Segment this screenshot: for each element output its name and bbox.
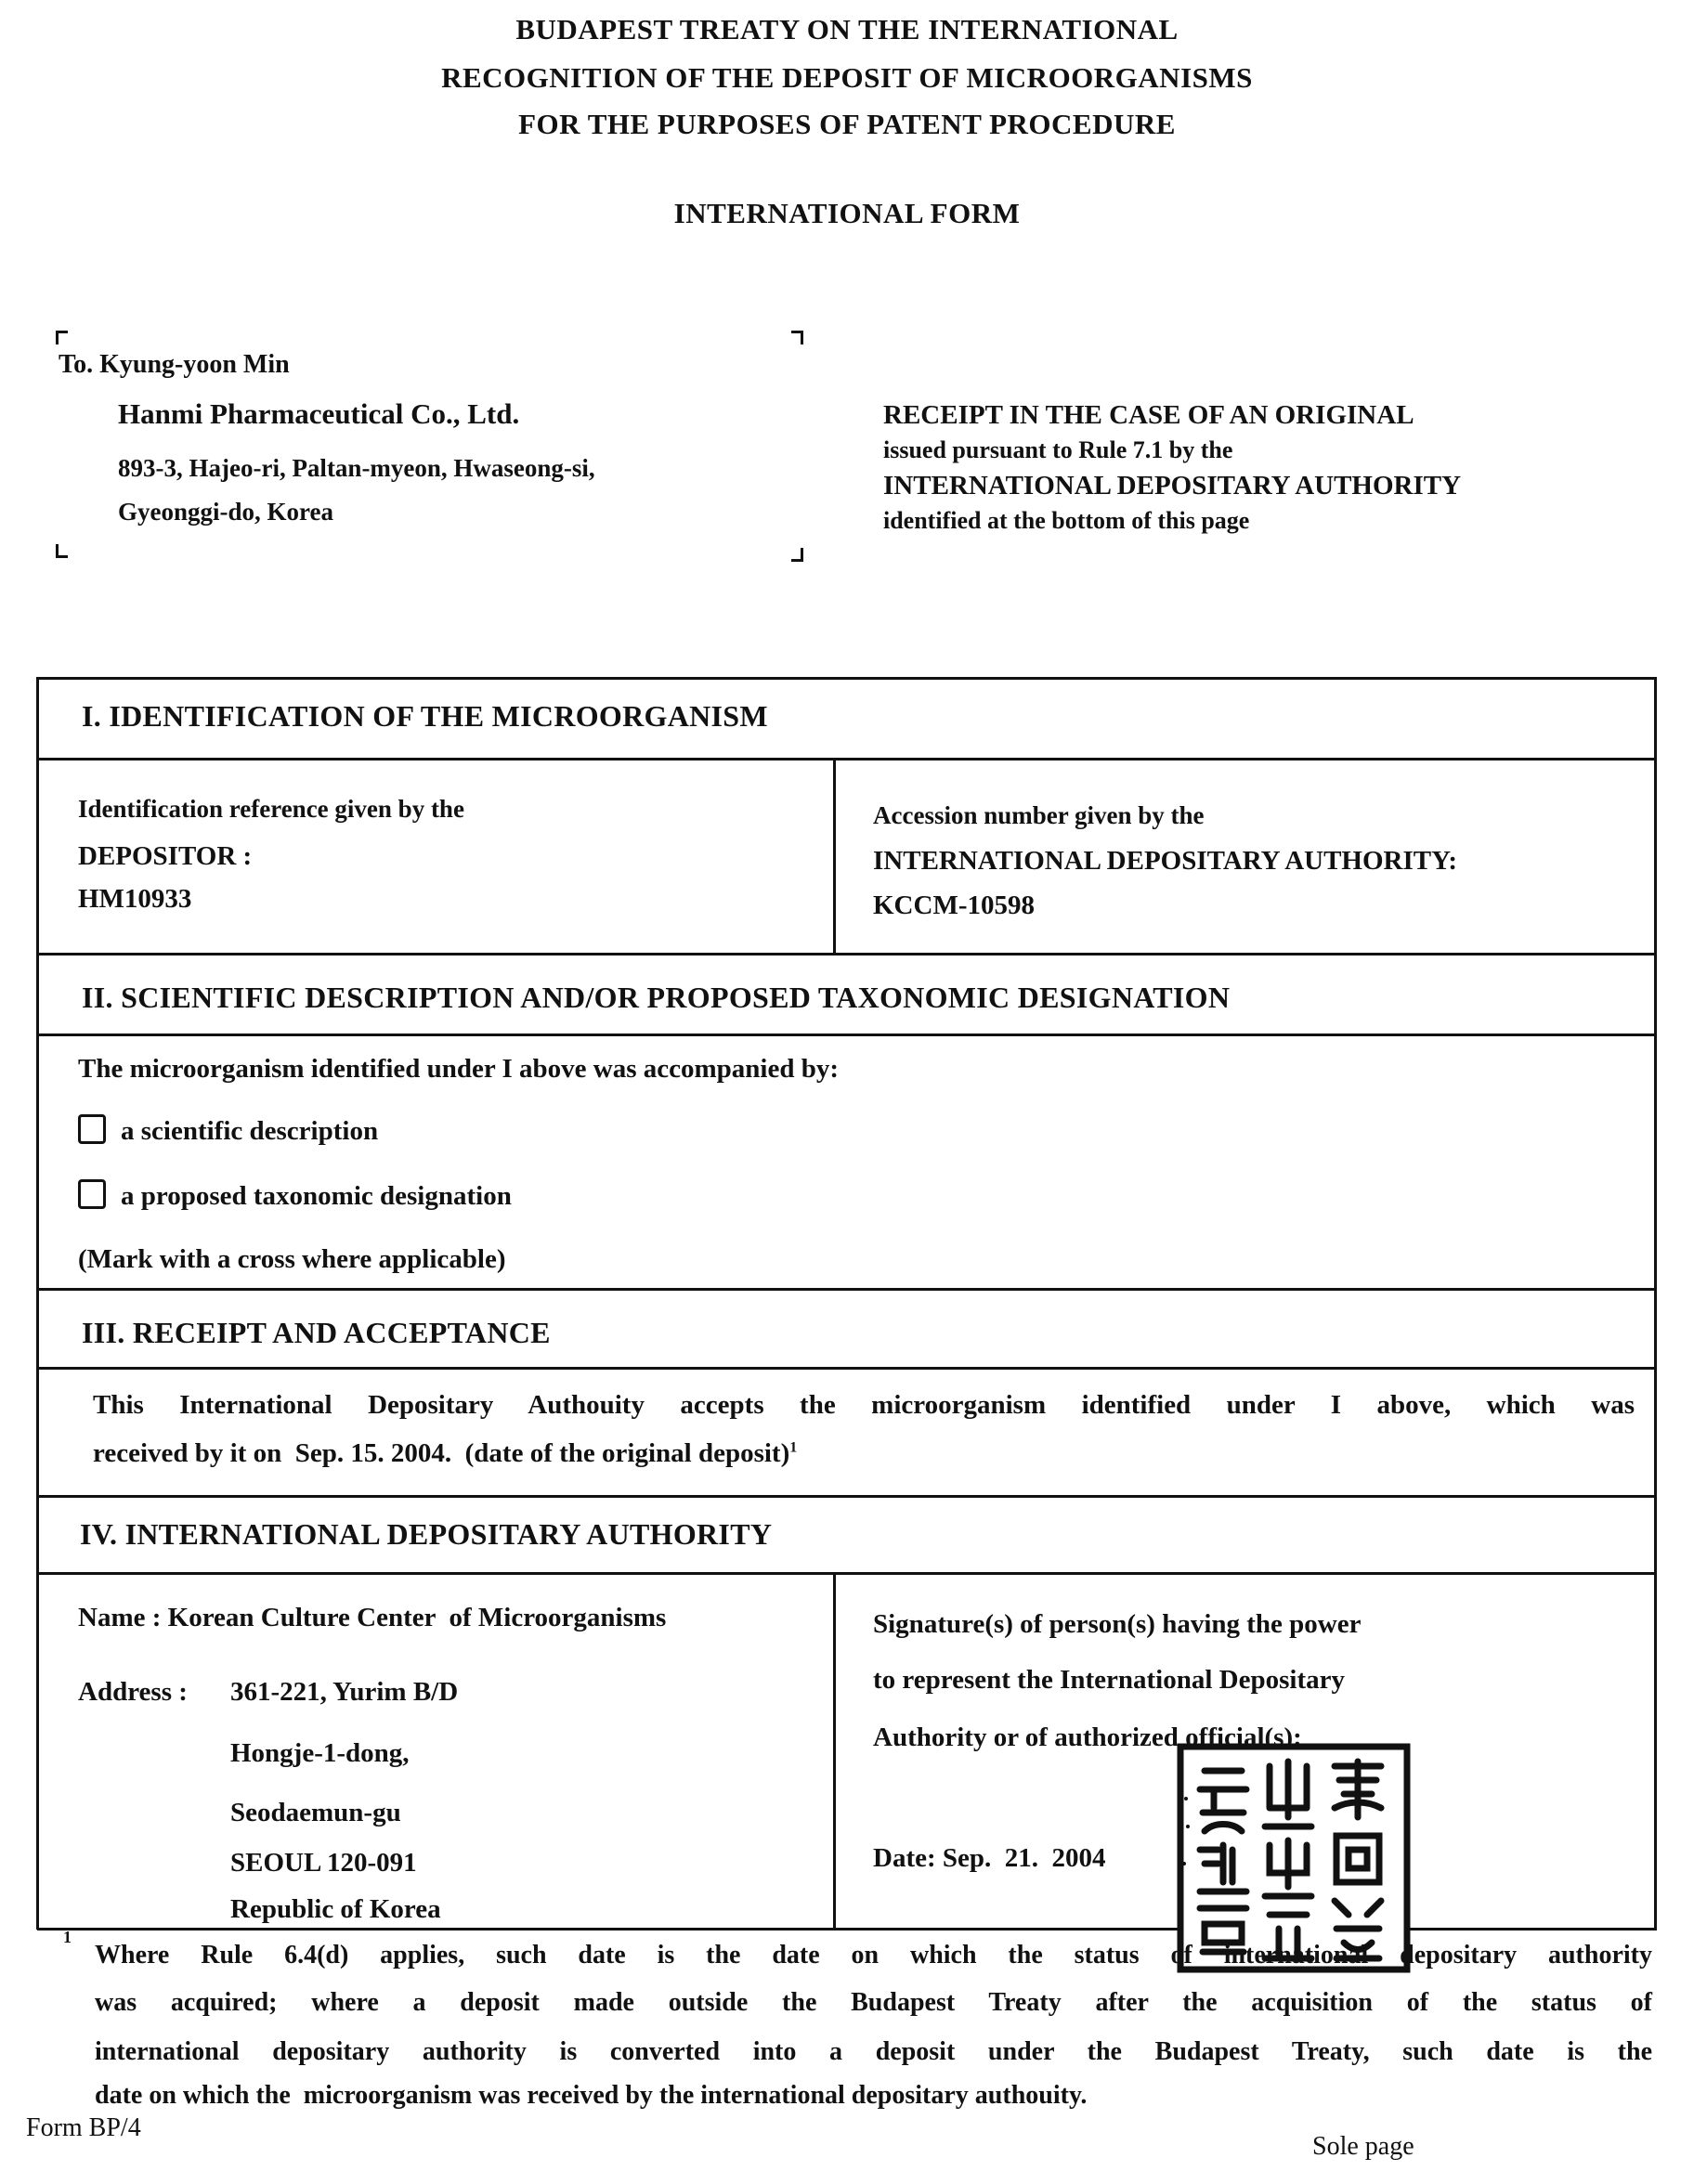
acceptance-statement-line-2	[93, 1438, 797, 1469]
row-divider	[37, 1367, 1657, 1370]
row-divider	[37, 953, 1657, 956]
form-number: Form BP/4	[26, 2113, 141, 2143]
section-2-heading: II. SCIENTIFIC DESCRIPTION AND/OR PROPOSED TAXONOMIC DESIGNATION	[82, 981, 1230, 1015]
receipt-line-1: RECEIPT IN THE CASE OF AN ORIGINAL	[883, 397, 1461, 433]
addressee-address-line-1: 893-3, Hajeo-ri, Paltan-myeon, Hwaseong-si,	[118, 454, 595, 483]
footnote-line: date on which the microorganism was received by the international depositary authouity.	[95, 2081, 1087, 2111]
accession-number-value: KCCM-10598	[873, 890, 1035, 921]
section-4-heading: IV. INTERNATIONAL DEPOSITARY AUTHORITY	[80, 1517, 772, 1552]
accession-number-label: Accession number given by the	[873, 801, 1205, 830]
authority-address-line: Seodaemun-gu	[230, 1798, 401, 1828]
receipt-line-2: issued pursuant to Rule 7.1 by the	[883, 433, 1461, 468]
row-divider	[37, 1288, 1657, 1291]
depositor-reference-label-2: DEPOSITOR :	[78, 841, 252, 872]
receipt-line-3: INTERNATIONAL DEPOSITARY AUTHORITY	[883, 468, 1461, 503]
authority-address-line: 361-221, Yurim B/D	[230, 1677, 458, 1708]
signature-date	[873, 1843, 1106, 1874]
section-2-intro: The microorganism identified under I above was accompanied by:	[78, 1054, 839, 1085]
section-1-heading: I. IDENTIFICATION OF THE MICROORGANISM	[82, 699, 768, 734]
official-seal-icon	[1177, 1743, 1411, 1973]
authority-name-value: Korean Culture Center of Microorganisms	[168, 1603, 667, 1632]
depositor-reference-label: Identification reference given by the	[78, 795, 464, 824]
authority-address-label: Address :	[78, 1677, 188, 1708]
column-divider	[833, 758, 836, 953]
table-left-border	[36, 677, 39, 1930]
authority-name-label: Name :	[78, 1603, 161, 1632]
depositor-reference-value: HM10933	[78, 884, 191, 915]
scientific-description-label: a scientific description	[121, 1116, 378, 1147]
mark-instruction-note: (Mark with a cross where applicable)	[78, 1244, 505, 1275]
taxonomic-designation-label: a proposed taxonomic designation	[121, 1181, 512, 1212]
acceptance-received-text: received by it on	[93, 1438, 281, 1468]
table-top-border	[37, 677, 1657, 680]
signature-label-line-2: to represent the International Depositary	[873, 1665, 1345, 1696]
page-note: Sole page	[1312, 2132, 1414, 2162]
deposit-date-note: (date of the original deposit)	[465, 1438, 790, 1468]
table-right-border	[1654, 677, 1657, 1930]
corner-mark-top-right	[791, 331, 803, 344]
scientific-description-checkbox[interactable]	[78, 1114, 106, 1144]
row-divider	[37, 1034, 1657, 1036]
corner-mark-top-left	[56, 331, 68, 344]
authority-address-line: Republic of Korea	[230, 1894, 441, 1925]
addressee-company: Hanmi Pharmaceutical Co., Ltd.	[118, 397, 519, 431]
corner-mark-bottom-right	[791, 548, 803, 562]
row-divider	[37, 1495, 1657, 1498]
table-bottom-border	[37, 1928, 1657, 1930]
accession-number-label-2: INTERNATIONAL DEPOSITARY AUTHORITY:	[873, 846, 1457, 877]
addressee-address-line-2: Gyeonggi-do, Korea	[118, 498, 333, 526]
addressee-name: To. Kyung-yoon Min	[59, 350, 290, 380]
signature-date-value: Sep. 21. 2004	[943, 1843, 1106, 1873]
row-divider	[37, 758, 1657, 760]
form-type-heading: INTERNATIONAL FORM	[0, 197, 1694, 230]
corner-mark-bottom-left	[56, 544, 68, 558]
footnote-reference-marker: 1	[789, 1439, 797, 1455]
authority-address-line: SEOUL 120-091	[230, 1848, 417, 1878]
taxonomic-designation-checkbox[interactable]	[78, 1179, 106, 1209]
receipt-line-4: identified at the bottom of this page	[883, 503, 1461, 539]
section-3-heading: III. RECEIPT AND ACCEPTANCE	[82, 1316, 551, 1350]
signature-label-line-3: Authority or of authorized official(s):	[873, 1722, 1302, 1753]
treaty-title-line-2: RECOGNITION OF THE DEPOSIT OF MICROORGANISMS	[0, 61, 1694, 95]
signature-label-line-1: Signature(s) of person(s) having the power	[873, 1609, 1362, 1640]
row-divider	[37, 1572, 1657, 1575]
footnote-line: international depositary authority is converted into a deposit under the Budapest Treaty, such date is the	[95, 2037, 1652, 2067]
footnote-line: was acquired; where a deposit made outside the Budapest Treaty after the acquisition of the status of	[95, 1988, 1652, 2018]
authority-name	[78, 1603, 666, 1633]
receipt-block	[883, 397, 1461, 539]
signature-date-label: Date:	[873, 1843, 936, 1873]
footnote-marker: 1	[63, 1928, 72, 1947]
acceptance-statement-line-1: This International Depositary Authouity accepts the microorganism identified under I above, which was	[93, 1390, 1635, 1421]
authority-address-line: Hongje-1-dong,	[230, 1738, 410, 1769]
column-divider	[833, 1572, 836, 1928]
deposit-date: Sep. 15. 2004.	[295, 1438, 451, 1468]
treaty-title-line-3: FOR THE PURPOSES OF PATENT PROCEDURE	[0, 108, 1694, 141]
treaty-title-line-1: BUDAPEST TREATY ON THE INTERNATIONAL	[0, 13, 1694, 46]
footnote-line: Where Rule 6.4(d) applies, such date is the date on which the status of international depositary authority	[95, 1941, 1652, 1970]
